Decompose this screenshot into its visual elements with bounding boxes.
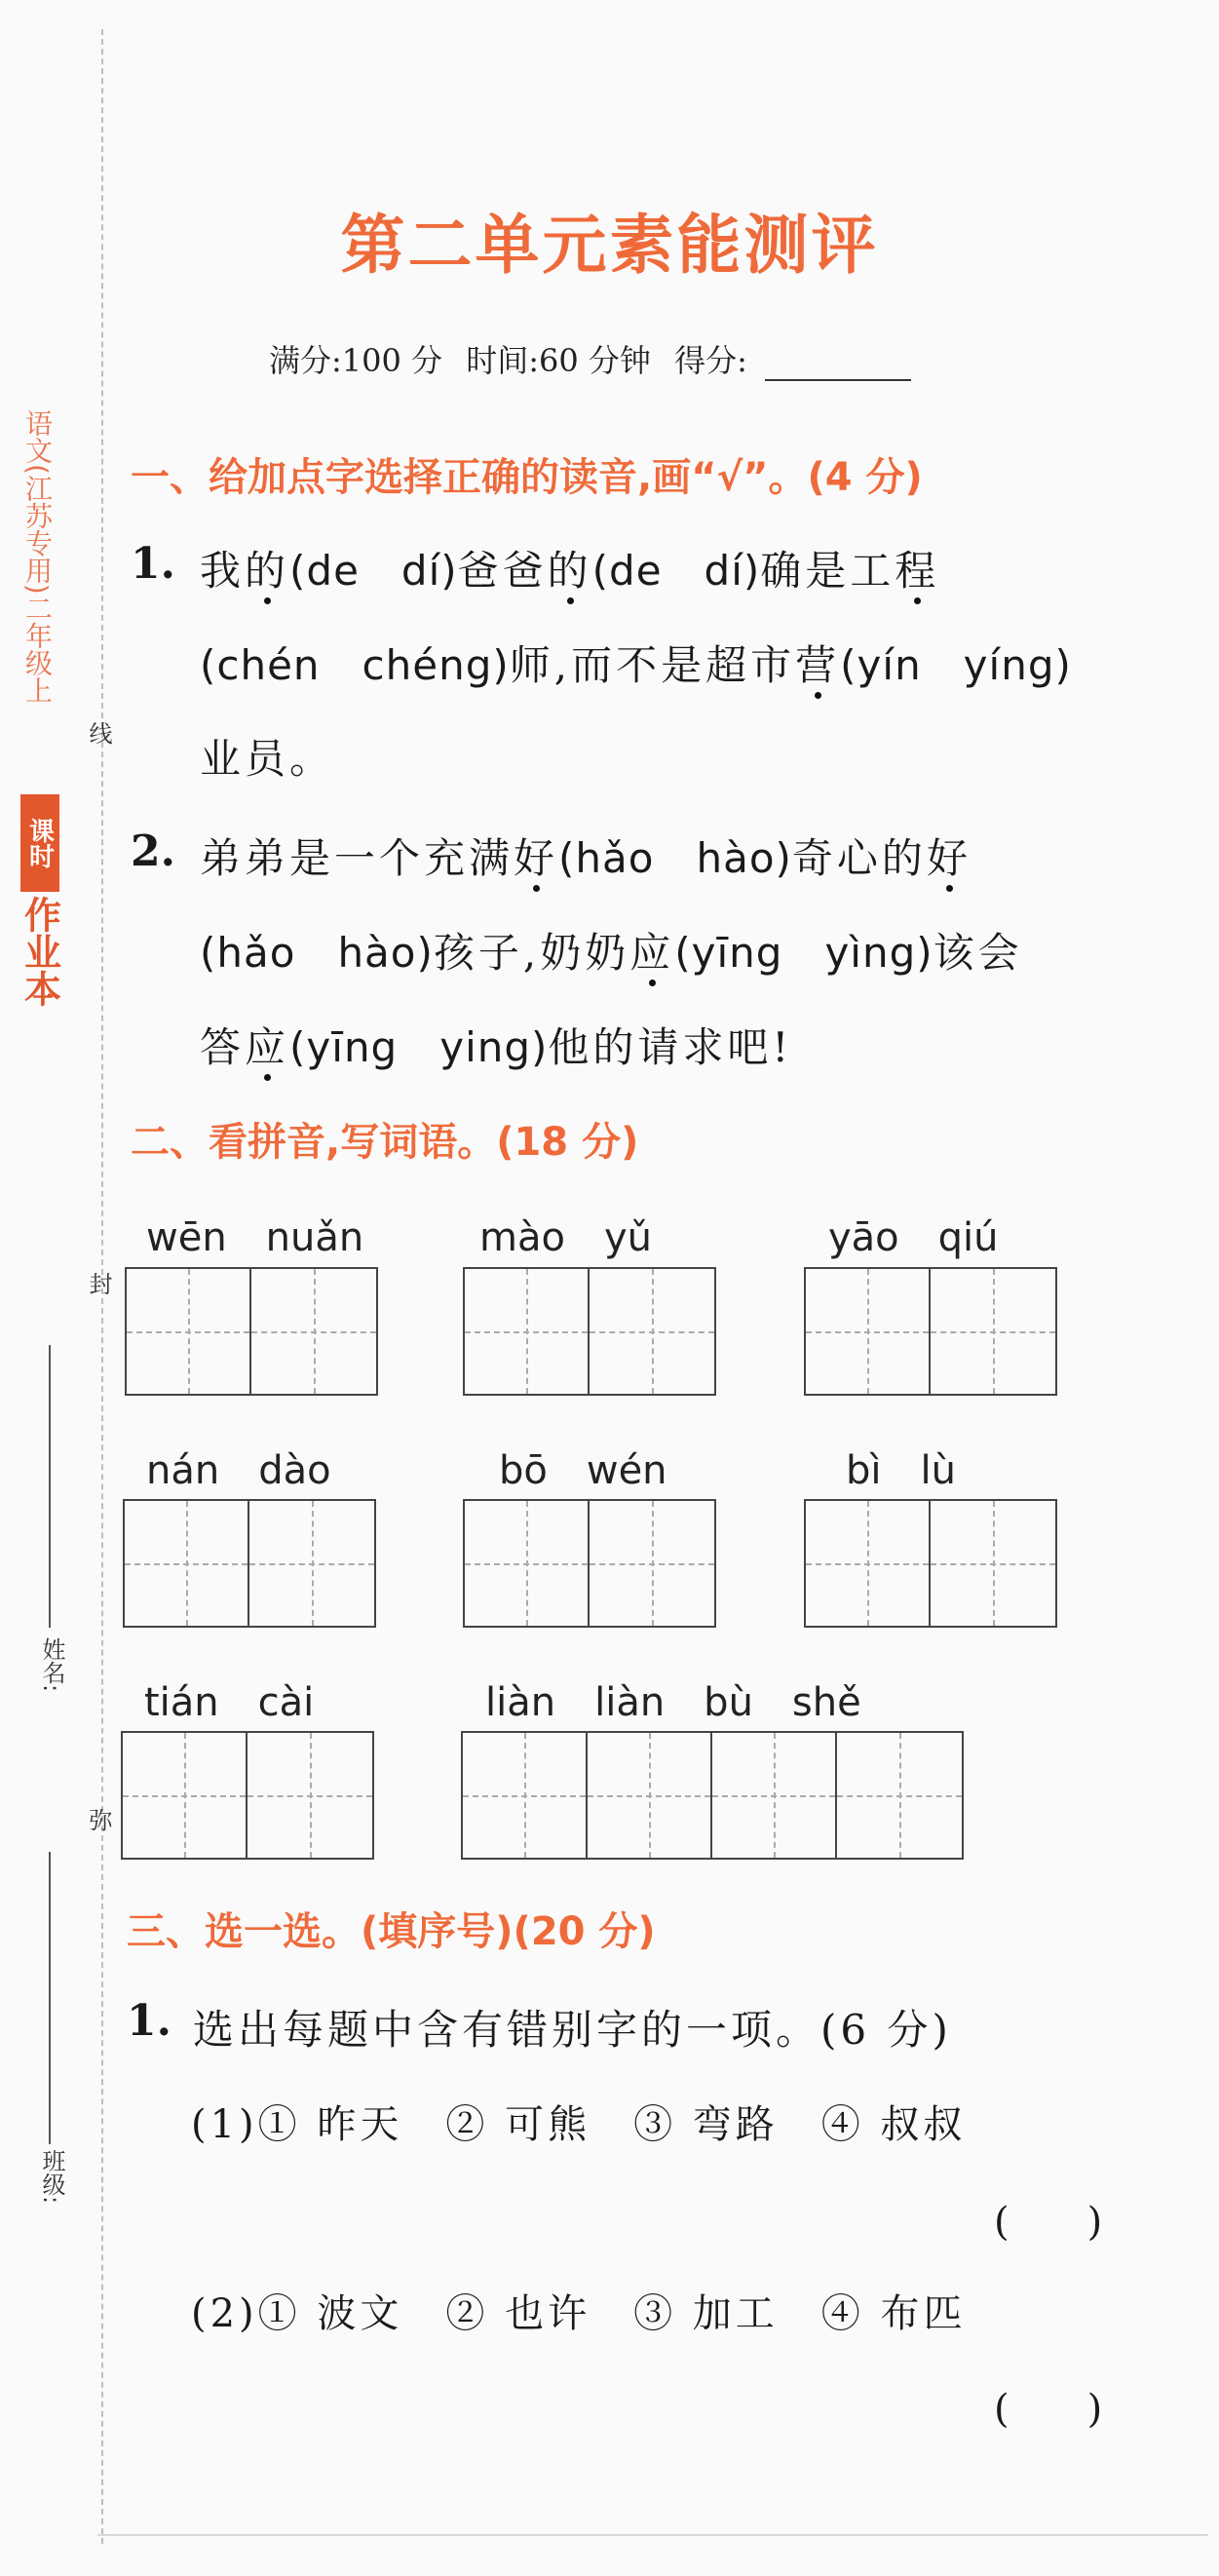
brand-logo [19, 794, 60, 1057]
score-info [269, 336, 925, 381]
name-label: 姓名: [38, 1637, 65, 1693]
writing-grid[interactable] [804, 1267, 1057, 1396]
page-title: 第二单元素能测评 [340, 207, 879, 283]
choice-row: (2)① 波文 ② 也许 ③ 加工 ④ 布匹 [191, 2291, 967, 2336]
q2-line3: 答应(yīng ying)他的请求吧! [200, 1023, 793, 1071]
pinyin-choice[interactable]: (de dí) [289, 547, 458, 595]
seal2-label: 弥 [85, 1808, 112, 1831]
section2-heading: 二、看拼音,写词语。(18 分) [131, 1120, 639, 1165]
choice-row: (1)① 昨天 ② 可熊 ③ 弯路 ④ 叔叔 [191, 2102, 967, 2147]
pinyin-choice[interactable]: (hǎo hào) [200, 929, 434, 977]
section3-heading: 三、选一选。(填序号)(20 分) [127, 1909, 656, 1954]
full-score: 满分:100 分 [269, 342, 443, 379]
pinyin-choice[interactable]: (yīng ying) [289, 1023, 549, 1071]
dotted-char: 好 [514, 834, 559, 882]
writing-grid[interactable] [804, 1499, 1057, 1628]
word-pinyin: yāo qiú [828, 1215, 999, 1260]
pinyin-choice[interactable]: (chén chéng) [200, 641, 510, 689]
writing-grid[interactable] [463, 1499, 716, 1628]
pinyin-choice[interactable]: (yín yíng) [840, 641, 1072, 689]
s3-q1-text: 选出每题中含有错别字的一项。(6 分) [193, 2006, 952, 2054]
word-pinyin: liàn liàn bù shě [485, 1680, 861, 1725]
q2-number: 2. [131, 827, 175, 876]
writing-grid[interactable] [461, 1731, 964, 1860]
word-pinyin: wēn nuǎn [146, 1215, 364, 1260]
sidebar-grade-label: 语文(江苏专用)二年级上 [21, 409, 54, 704]
dotted-char: 的 [245, 547, 290, 595]
word-pinyin: tián cài [144, 1680, 315, 1725]
word-pinyin: bì lù [846, 1448, 956, 1493]
q1-number: 1. [131, 539, 175, 589]
q2-line1: 弟弟是一个充满好(hǎo hào)奇心的好 [200, 834, 971, 882]
q2-line2: (hǎo hào)孩子,奶奶应(yīng yìng)该会 [200, 929, 1023, 977]
line-label: 线 [85, 721, 112, 745]
class-line [49, 1852, 51, 2144]
writing-grid[interactable] [125, 1267, 378, 1396]
pinyin-choice[interactable]: (hǎo hào) [558, 834, 792, 882]
dotted-char: 程 [895, 547, 940, 595]
s3-q1-number: 1. [127, 1996, 171, 2046]
name-line [49, 1345, 51, 1628]
writing-grid[interactable] [463, 1267, 716, 1396]
q1-line1: 我的(de dí)爸爸的(de dí)确是工程 [200, 547, 940, 595]
dotted-char: 应 [629, 929, 675, 977]
score-blank[interactable] [765, 379, 911, 381]
dotted-char: 的 [547, 547, 592, 595]
pinyin-choice[interactable]: (yīng yìng) [674, 929, 933, 977]
dotted-char: 好 [926, 834, 971, 882]
word-pinyin: bō wén [499, 1448, 667, 1493]
time-limit: 时间:60 分钟 [466, 342, 651, 379]
answer-blank[interactable]: ( ) [994, 2200, 1103, 2245]
writing-grid[interactable] [123, 1499, 376, 1628]
logo-badge: 课时 [20, 794, 59, 892]
class-label: 班级: [38, 2149, 65, 2205]
dotted-char: 营 [795, 641, 841, 689]
word-pinyin: nán dào [146, 1448, 331, 1493]
answer-blank[interactable]: ( ) [994, 2387, 1103, 2432]
q1-line2: (chén chéng)师,而不是超市营(yín yíng) [200, 641, 1072, 689]
score-label: 得分: [674, 342, 747, 379]
seal-label: 封 [85, 1272, 112, 1295]
writing-grid[interactable] [121, 1731, 374, 1860]
word-pinyin: mào yǔ [479, 1215, 652, 1260]
section1-heading: 一、给加点字选择正确的读音,画“√”。(4 分) [131, 455, 923, 500]
dotted-char: 应 [245, 1023, 290, 1071]
pinyin-choice[interactable]: (de dí) [591, 547, 761, 595]
q1-line3: 业员。 [200, 735, 335, 783]
logo-text: 作业本 [18, 896, 61, 1007]
bottom-border [97, 2534, 1208, 2536]
